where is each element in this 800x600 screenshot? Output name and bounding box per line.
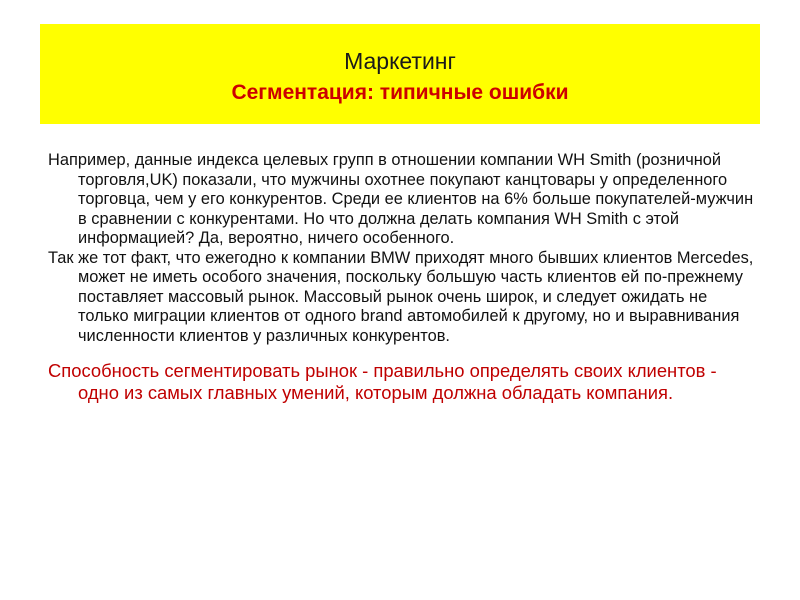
- paragraph-wh-smith: Например, данные индекса целевых групп в отношении компании WH Smith (розничной торговля,UK) показали, что мужчины охотнее покупают канцтовары у определенного торговца, чем у его конкурентов. Среди ее клиентов на 6% больше покупателей-мужчин в сравнении с конкурентами. Но что должна делать компания WH Smith с этой информацией? Да, вероятно, ничего особенного.: [48, 151, 754, 247]
- highlight-conclusion: Способность сегментировать рынок - правильно определять своих клиентов - одно из самых главных умений, которым должна обладать компания.: [48, 360, 717, 403]
- paragraph-bmw: Так же тот факт, что ежегодно к компании BMW приходят много бывших клиентов Mercedes, может не иметь особого значения, поскольку большую часть клиентов ей по-прежнему поставляет массовый рынок. Массовый рынок очень широк, и следует ожидать не только миграции клиентов от одного brand автомобилей к другому, но и выравнивания численности клиентов у различных конкурентов.: [48, 248, 754, 345]
- slide-title: Маркетинг: [344, 48, 456, 74]
- slide-body: [48, 151, 758, 404]
- slide-subtitle: Сегментация: типичные ошибки: [231, 81, 569, 104]
- title-box: [40, 24, 760, 124]
